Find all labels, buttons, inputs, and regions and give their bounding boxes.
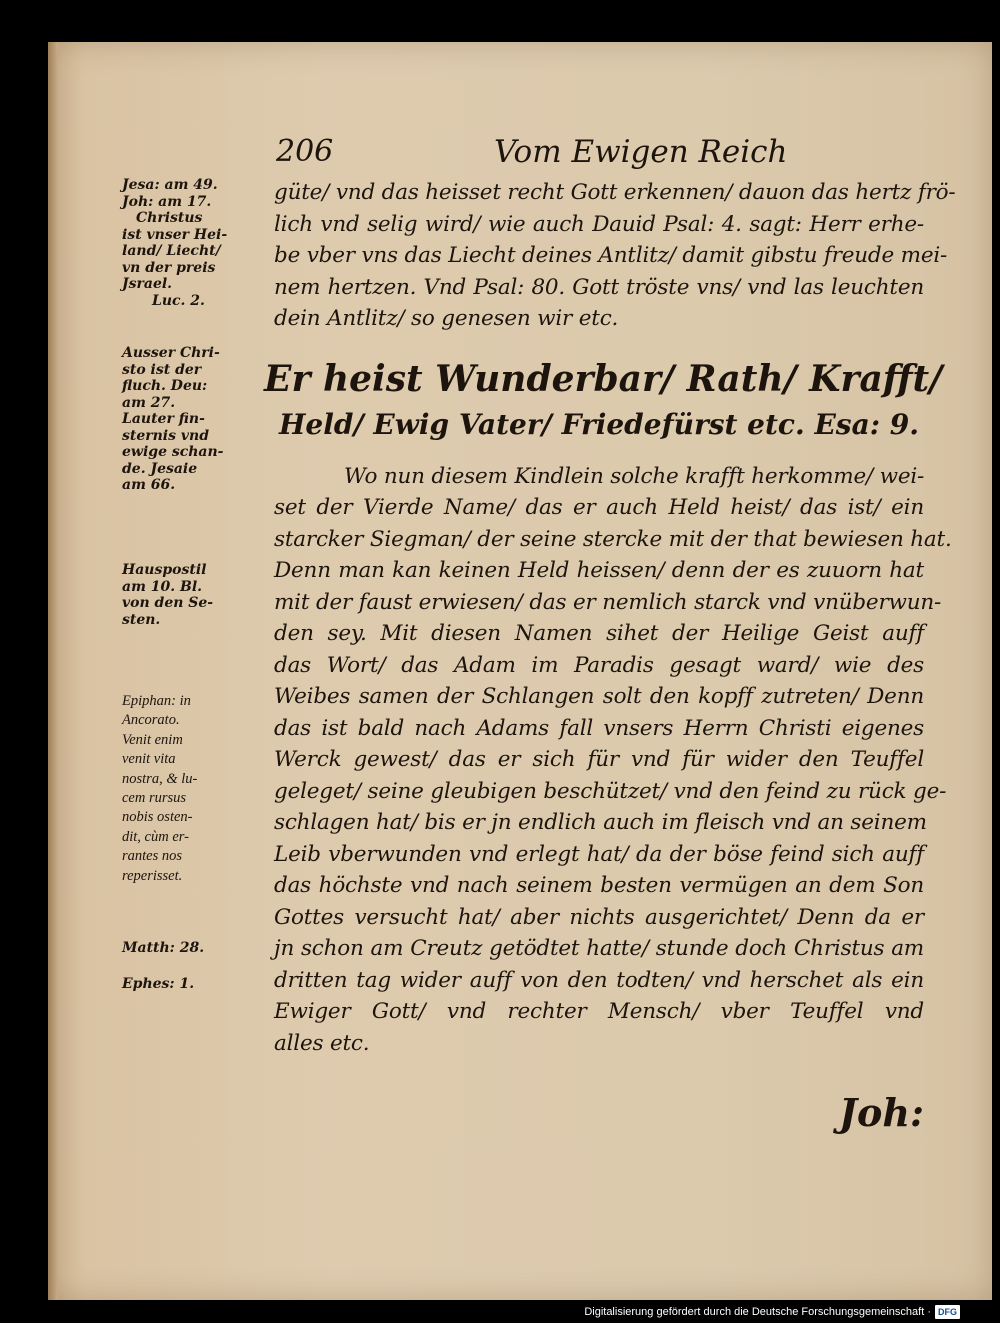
margin-note-3 [122, 562, 272, 628]
margin-note-line: de. Jesaie [122, 460, 198, 477]
margin-note-1 [122, 177, 272, 309]
margin-note-line: sto ist der [122, 361, 202, 378]
margin-note-line: dit, cùm er- [122, 828, 189, 845]
text-line: Leib vberwunden vnd erlegt hat/ da der böse feind sich auff [274, 841, 924, 867]
margin-note-line: Matth: 28. [122, 940, 205, 956]
book-page [48, 42, 992, 1300]
margin-note-line: Jsrael. [122, 276, 173, 292]
margin-note-line: von den Se- [122, 595, 214, 611]
running-head [276, 134, 788, 174]
text-line: dein Antlitz/ so genesen wir etc. [274, 306, 619, 331]
text-line: Gottes versucht hat/ aber nichts ausgerichtet/ Denn da er [274, 904, 924, 930]
margin-note-line: Lauter fin- [122, 411, 205, 427]
section-heading-line-2: Held/ Ewig Vater/ Friedefürst etc. Esa: 9. [278, 407, 920, 441]
text-line: das höchste vnd nach seinem besten vermügen an dem Son [274, 873, 924, 898]
margin-note-line: sternis vnd [122, 427, 209, 444]
margin-note-line: rantes nos [122, 848, 183, 865]
dfg-logo-icon: DFG [935, 1305, 960, 1319]
text-line: den sey. Mit diesen Namen sihet der Heilige Geist auff [274, 621, 924, 646]
margin-note-line: fluch. Deu: [122, 378, 208, 394]
main-text-block [264, 177, 956, 1059]
catchword: Joh: [839, 1090, 924, 1135]
text-line: das ist bald nach Adams fall vnsers Herrn Christi eigenes [274, 715, 924, 741]
margin-note-line: Ausser Chri- [122, 345, 220, 361]
text-line: Wo nun diesem Kindlein solche krafft herkomme/ wei- [344, 463, 925, 489]
margin-note-line: cem rursus [122, 790, 187, 807]
margin-note-line: Epiphan: in [122, 693, 191, 709]
margin-note-line: Hauspostil [122, 562, 207, 578]
text-line: dritten tag wider auff von den todten/ vnd herschet als ein [274, 967, 924, 993]
text-line: alles etc. [274, 1030, 370, 1056]
page-gutter-edge [48, 42, 58, 1300]
text-line: Ewiger Gott/ vnd rechter Mensch/ vber Teuffel vnd [274, 999, 924, 1024]
margin-note-4 [122, 692, 272, 886]
margin-note-2 [122, 345, 272, 494]
margin-note-6 [122, 976, 272, 993]
margin-note-line: Luc. 2. [152, 292, 205, 309]
text-line: set der Vierde Name/ das er auch Held heist/ das ist/ ein [274, 495, 924, 520]
margin-note-line: reperisset. [122, 867, 183, 884]
text-line: Werck gewest/ das er sich für vnd für wider den Teuffel [274, 747, 924, 772]
text-line: das Wort/ das Adam im Paradis gesagt ward/ wie des [274, 652, 924, 678]
margin-note-line: Christus [136, 210, 203, 226]
credit-text: Digitalisierung gefördert durch die Deutsche Forschungsgemeinschaft · [584, 1306, 931, 1318]
margin-note-line: nostra, & lu- [122, 770, 198, 787]
margin-note-line: Ephes: 1. [122, 976, 195, 992]
margin-note-line: sten. [122, 611, 161, 628]
text-line: schlagen hat/ bis er jn endlich auch im fleisch vnd an seinem [274, 810, 927, 835]
margin-note-line: am 27. [122, 394, 176, 411]
text-line: lich vnd selig wird/ wie auch Dauid Psal: 4. sagt: Herr erhe- [274, 211, 924, 237]
margin-note-line: Ancorato. [122, 712, 180, 729]
margin-note-line: Venit enim [122, 731, 183, 748]
text-line: geleget/ seine gleubigen beschützet/ vnd den feind zu rück ge- [274, 778, 947, 804]
text-line: güte/ vnd das heisset recht Gott erkennen/ dauon das hertz frö- [274, 180, 956, 205]
margin-note-line: Joh: am 17. [122, 193, 212, 210]
running-head-title: Vom Ewigen Reich [494, 134, 788, 170]
text-line: Weibes samen der Schlangen solt den kopff zutreten/ Denn [274, 684, 924, 709]
section-heading-line-1: Er heist Wunderbar/ Rath/ Krafft/ [264, 357, 943, 400]
text-line: starcker Siegman/ der seine stercke mit der that bewiesen hat. [274, 526, 952, 552]
margin-note-5 [122, 940, 272, 957]
margin-note-line: am 10. Bl. [122, 578, 203, 595]
margin-note-line: vn der preis [122, 259, 216, 276]
digitization-credit [584, 1304, 960, 1320]
text-line: nem hertzen. Vnd Psal: 80. Gott tröste vns/ vnd las leuchten [274, 274, 924, 300]
text-line: mit der faust erwiesen/ das er nemlich starck vnd vnüberwun- [274, 589, 942, 615]
section-heading [264, 355, 943, 447]
page-number: 206 [276, 134, 334, 169]
margin-note-line: ist vnser Hei- [122, 226, 228, 243]
margin-note-line: nobis osten- [122, 809, 193, 826]
text-line: Denn man kan keinen Held heissen/ denn der es zuuorn hat [274, 558, 924, 583]
margin-note-line: Jesa: am 49. [122, 177, 218, 193]
margin-note-line: land/ Liecht/ [122, 243, 221, 259]
text-line: be vber vns das Liecht deines Antlitz/ damit gibstu freude mei- [274, 243, 948, 268]
text-line: jn schon am Creutz getödtet hatte/ stunde doch Christus am [274, 936, 924, 961]
margin-note-line: ewige schan- [122, 444, 224, 460]
margin-note-line: venit vita [122, 751, 176, 768]
margin-note-line: am 66. [122, 477, 176, 493]
